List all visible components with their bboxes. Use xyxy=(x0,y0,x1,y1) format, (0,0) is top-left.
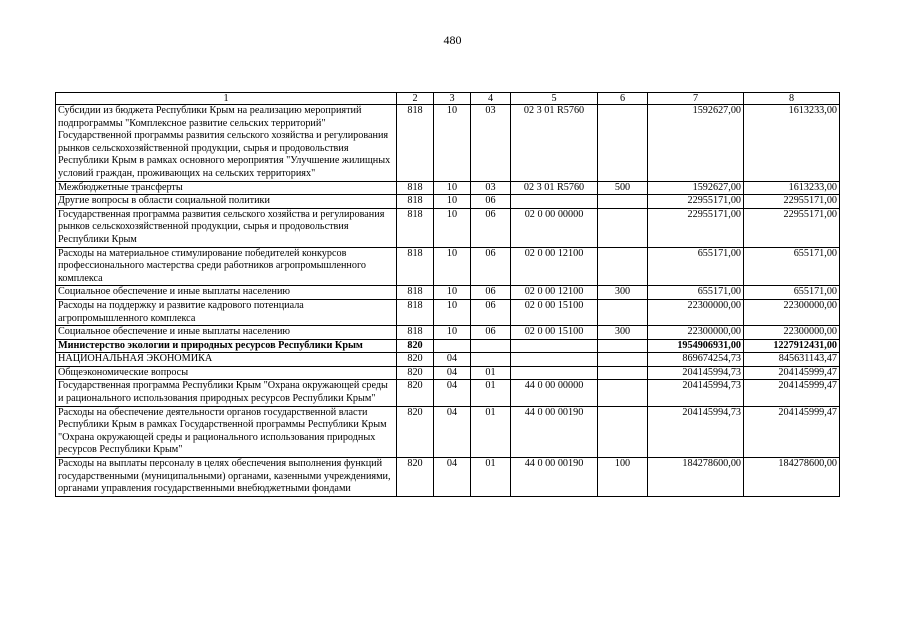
target-article-cell: 02 0 00 12100 xyxy=(511,247,598,286)
target-article-cell: 44 0 00 00190 xyxy=(511,458,598,497)
table-row xyxy=(56,458,840,497)
expense-type-cell: 100 xyxy=(598,458,648,497)
department-code-cell: 818 xyxy=(397,299,434,325)
table-row xyxy=(56,326,840,340)
subsection-code-cell: 03 xyxy=(471,181,511,195)
column-header: 2 xyxy=(397,93,434,105)
amount-col8-cell: 204145999,47 xyxy=(744,366,840,380)
subsection-code-cell xyxy=(471,353,511,367)
subsection-code-cell: 01 xyxy=(471,366,511,380)
amount-col8-cell: 1227912431,00 xyxy=(744,339,840,353)
department-code-cell: 820 xyxy=(397,458,434,497)
amount-col7-cell: 655171,00 xyxy=(648,247,744,286)
target-article-cell: 02 3 01 R5760 xyxy=(511,105,598,182)
target-article-cell xyxy=(511,339,598,353)
section-code-cell: 10 xyxy=(434,195,471,209)
department-code-cell: 818 xyxy=(397,105,434,182)
subsection-code-cell: 06 xyxy=(471,286,511,300)
item-name-cell: Государственная программа Республики Крым "Охрана окружающей среды и рационального использования природных ресурсов Республики Крым" xyxy=(56,380,397,406)
section-code-cell: 04 xyxy=(434,353,471,367)
column-header: 7 xyxy=(648,93,744,105)
table-row xyxy=(56,366,840,380)
amount-col8-cell: 22955171,00 xyxy=(744,195,840,209)
expense-type-cell xyxy=(598,366,648,380)
section-code-cell: 10 xyxy=(434,326,471,340)
amount-col7-cell: 22300000,00 xyxy=(648,326,744,340)
item-name-cell: Расходы на выплаты персоналу в целях обеспечения выполнения функций государственными (муниципальными) органами, казенными учреждениями, органами управления государственными внебюджетными фондами xyxy=(56,458,397,497)
subsection-code-cell: 06 xyxy=(471,247,511,286)
table-row xyxy=(56,208,840,247)
item-name-cell: Расходы на обеспечение деятельности органов государственной власти Республики Крым в рамках Государственной программы Республики Крым "Охрана окружающей среды и рационального использования природных ресурсов Республики Крым" xyxy=(56,406,397,457)
subsection-code-cell: 03 xyxy=(471,105,511,182)
target-article-cell: 44 0 00 00000 xyxy=(511,380,598,406)
section-code-cell: 04 xyxy=(434,380,471,406)
table-row xyxy=(56,247,840,286)
department-code-cell: 820 xyxy=(397,353,434,367)
target-article-cell: 02 3 01 R5760 xyxy=(511,181,598,195)
amount-col7-cell: 655171,00 xyxy=(648,286,744,300)
target-article-cell xyxy=(511,366,598,380)
table-row xyxy=(56,339,840,353)
target-article-cell: 02 0 00 15100 xyxy=(511,299,598,325)
item-name-cell: НАЦИОНАЛЬНАЯ ЭКОНОМИКА xyxy=(56,353,397,367)
subsection-code-cell: 06 xyxy=(471,326,511,340)
table-row xyxy=(56,299,840,325)
expense-type-cell: 300 xyxy=(598,326,648,340)
table-row xyxy=(56,353,840,367)
expense-type-cell: 300 xyxy=(598,286,648,300)
item-name-cell: Общеэкономические вопросы xyxy=(56,366,397,380)
target-article-cell: 02 0 00 00000 xyxy=(511,208,598,247)
expense-type-cell: 500 xyxy=(598,181,648,195)
department-code-cell: 818 xyxy=(397,247,434,286)
section-code-cell: 10 xyxy=(434,247,471,286)
item-name-cell: Другие вопросы в области социальной политики xyxy=(56,195,397,209)
amount-col7-cell: 1592627,00 xyxy=(648,105,744,182)
subsection-code-cell: 06 xyxy=(471,208,511,247)
subsection-code-cell: 06 xyxy=(471,195,511,209)
section-code-cell: 10 xyxy=(434,286,471,300)
subsection-code-cell: 06 xyxy=(471,299,511,325)
item-name-cell: Социальное обеспечение и иные выплаты населению xyxy=(56,326,397,340)
amount-col8-cell: 184278600,00 xyxy=(744,458,840,497)
item-name-cell: Государственная программа развития сельского хозяйства и регулирования рынков сельскохозяйственной продукции, сырья и продовольствия Республики Крым xyxy=(56,208,397,247)
expense-type-cell xyxy=(598,353,648,367)
expense-type-cell xyxy=(598,380,648,406)
amount-col8-cell: 655171,00 xyxy=(744,247,840,286)
expense-type-cell xyxy=(598,299,648,325)
section-code-cell: 10 xyxy=(434,105,471,182)
item-name-cell: Расходы на материальное стимулирование победителей конкурсов профессионального мастерства среди работников агропромышленного комплекса xyxy=(56,247,397,286)
amount-col8-cell: 204145999,47 xyxy=(744,380,840,406)
amount-col7-cell: 869674254,73 xyxy=(648,353,744,367)
amount-col7-cell: 1954906931,00 xyxy=(648,339,744,353)
department-code-cell: 820 xyxy=(397,366,434,380)
amount-col7-cell: 1592627,00 xyxy=(648,181,744,195)
column-header: 1 xyxy=(56,93,397,105)
department-code-cell: 818 xyxy=(397,181,434,195)
amount-col7-cell: 22955171,00 xyxy=(648,208,744,247)
item-name-cell: Расходы на поддержку и развитие кадрового потенциала агропромышленного комплекса xyxy=(56,299,397,325)
header-row xyxy=(56,93,840,105)
department-code-cell: 820 xyxy=(397,339,434,353)
column-header: 5 xyxy=(511,93,598,105)
department-code-cell: 818 xyxy=(397,326,434,340)
section-code-cell: 04 xyxy=(434,406,471,457)
subsection-code-cell: 01 xyxy=(471,458,511,497)
expense-type-cell xyxy=(598,339,648,353)
table-row xyxy=(56,181,840,195)
amount-col8-cell: 22300000,00 xyxy=(744,326,840,340)
amount-col8-cell: 1613233,00 xyxy=(744,105,840,182)
amount-col7-cell: 204145994,73 xyxy=(648,380,744,406)
column-header: 6 xyxy=(598,93,648,105)
amount-col7-cell: 184278600,00 xyxy=(648,458,744,497)
amount-col8-cell: 204145999,47 xyxy=(744,406,840,457)
target-article-cell: 44 0 00 00190 xyxy=(511,406,598,457)
table-row xyxy=(56,380,840,406)
table-row xyxy=(56,406,840,457)
section-code-cell: 04 xyxy=(434,366,471,380)
table-row xyxy=(56,286,840,300)
target-article-cell: 02 0 00 15100 xyxy=(511,326,598,340)
amount-col7-cell: 204145994,73 xyxy=(648,406,744,457)
amount-col7-cell: 22955171,00 xyxy=(648,195,744,209)
department-code-cell: 818 xyxy=(397,208,434,247)
section-code-cell: 10 xyxy=(434,299,471,325)
column-header: 4 xyxy=(471,93,511,105)
table-row xyxy=(56,105,840,182)
amount-col8-cell: 1613233,00 xyxy=(744,181,840,195)
subsection-code-cell: 01 xyxy=(471,406,511,457)
amount-col8-cell: 22955171,00 xyxy=(744,208,840,247)
subsection-code-cell xyxy=(471,339,511,353)
budget-table xyxy=(55,92,840,497)
amount-col7-cell: 204145994,73 xyxy=(648,366,744,380)
department-code-cell: 820 xyxy=(397,380,434,406)
column-header: 3 xyxy=(434,93,471,105)
amount-col8-cell: 845631143,47 xyxy=(744,353,840,367)
item-name-cell: Министерство экологии и природных ресурсов Республики Крым xyxy=(56,339,397,353)
section-code-cell: 10 xyxy=(434,208,471,247)
table-row xyxy=(56,195,840,209)
expense-type-cell xyxy=(598,247,648,286)
expense-type-cell xyxy=(598,195,648,209)
expense-type-cell xyxy=(598,208,648,247)
department-code-cell: 820 xyxy=(397,406,434,457)
section-code-cell xyxy=(434,339,471,353)
amount-col7-cell: 22300000,00 xyxy=(648,299,744,325)
expense-type-cell xyxy=(598,105,648,182)
item-name-cell: Субсидии из бюджета Республики Крым на реализацию мероприятий подпрограммы "Комплексное развитие сельских территорий" Государственной программы развития сельского хозяйства и регулирования рынков сельскохозяйственной продукции, сырья и продовольствия Республики Крым в рамках основного мероприятия "Улучшение жилищных условий граждан, проживающих на сельских территориях" xyxy=(56,105,397,182)
column-header: 8 xyxy=(744,93,840,105)
expense-type-cell xyxy=(598,406,648,457)
target-article-cell xyxy=(511,353,598,367)
target-article-cell xyxy=(511,195,598,209)
item-name-cell: Межбюджетные трансферты xyxy=(56,181,397,195)
item-name-cell: Социальное обеспечение и иные выплаты населению xyxy=(56,286,397,300)
page-number: 480 xyxy=(443,33,462,47)
section-code-cell: 04 xyxy=(434,458,471,497)
amount-col8-cell: 22300000,00 xyxy=(744,299,840,325)
amount-col8-cell: 655171,00 xyxy=(744,286,840,300)
department-code-cell: 818 xyxy=(397,195,434,209)
section-code-cell: 10 xyxy=(434,181,471,195)
target-article-cell: 02 0 00 12100 xyxy=(511,286,598,300)
department-code-cell: 818 xyxy=(397,286,434,300)
subsection-code-cell: 01 xyxy=(471,380,511,406)
